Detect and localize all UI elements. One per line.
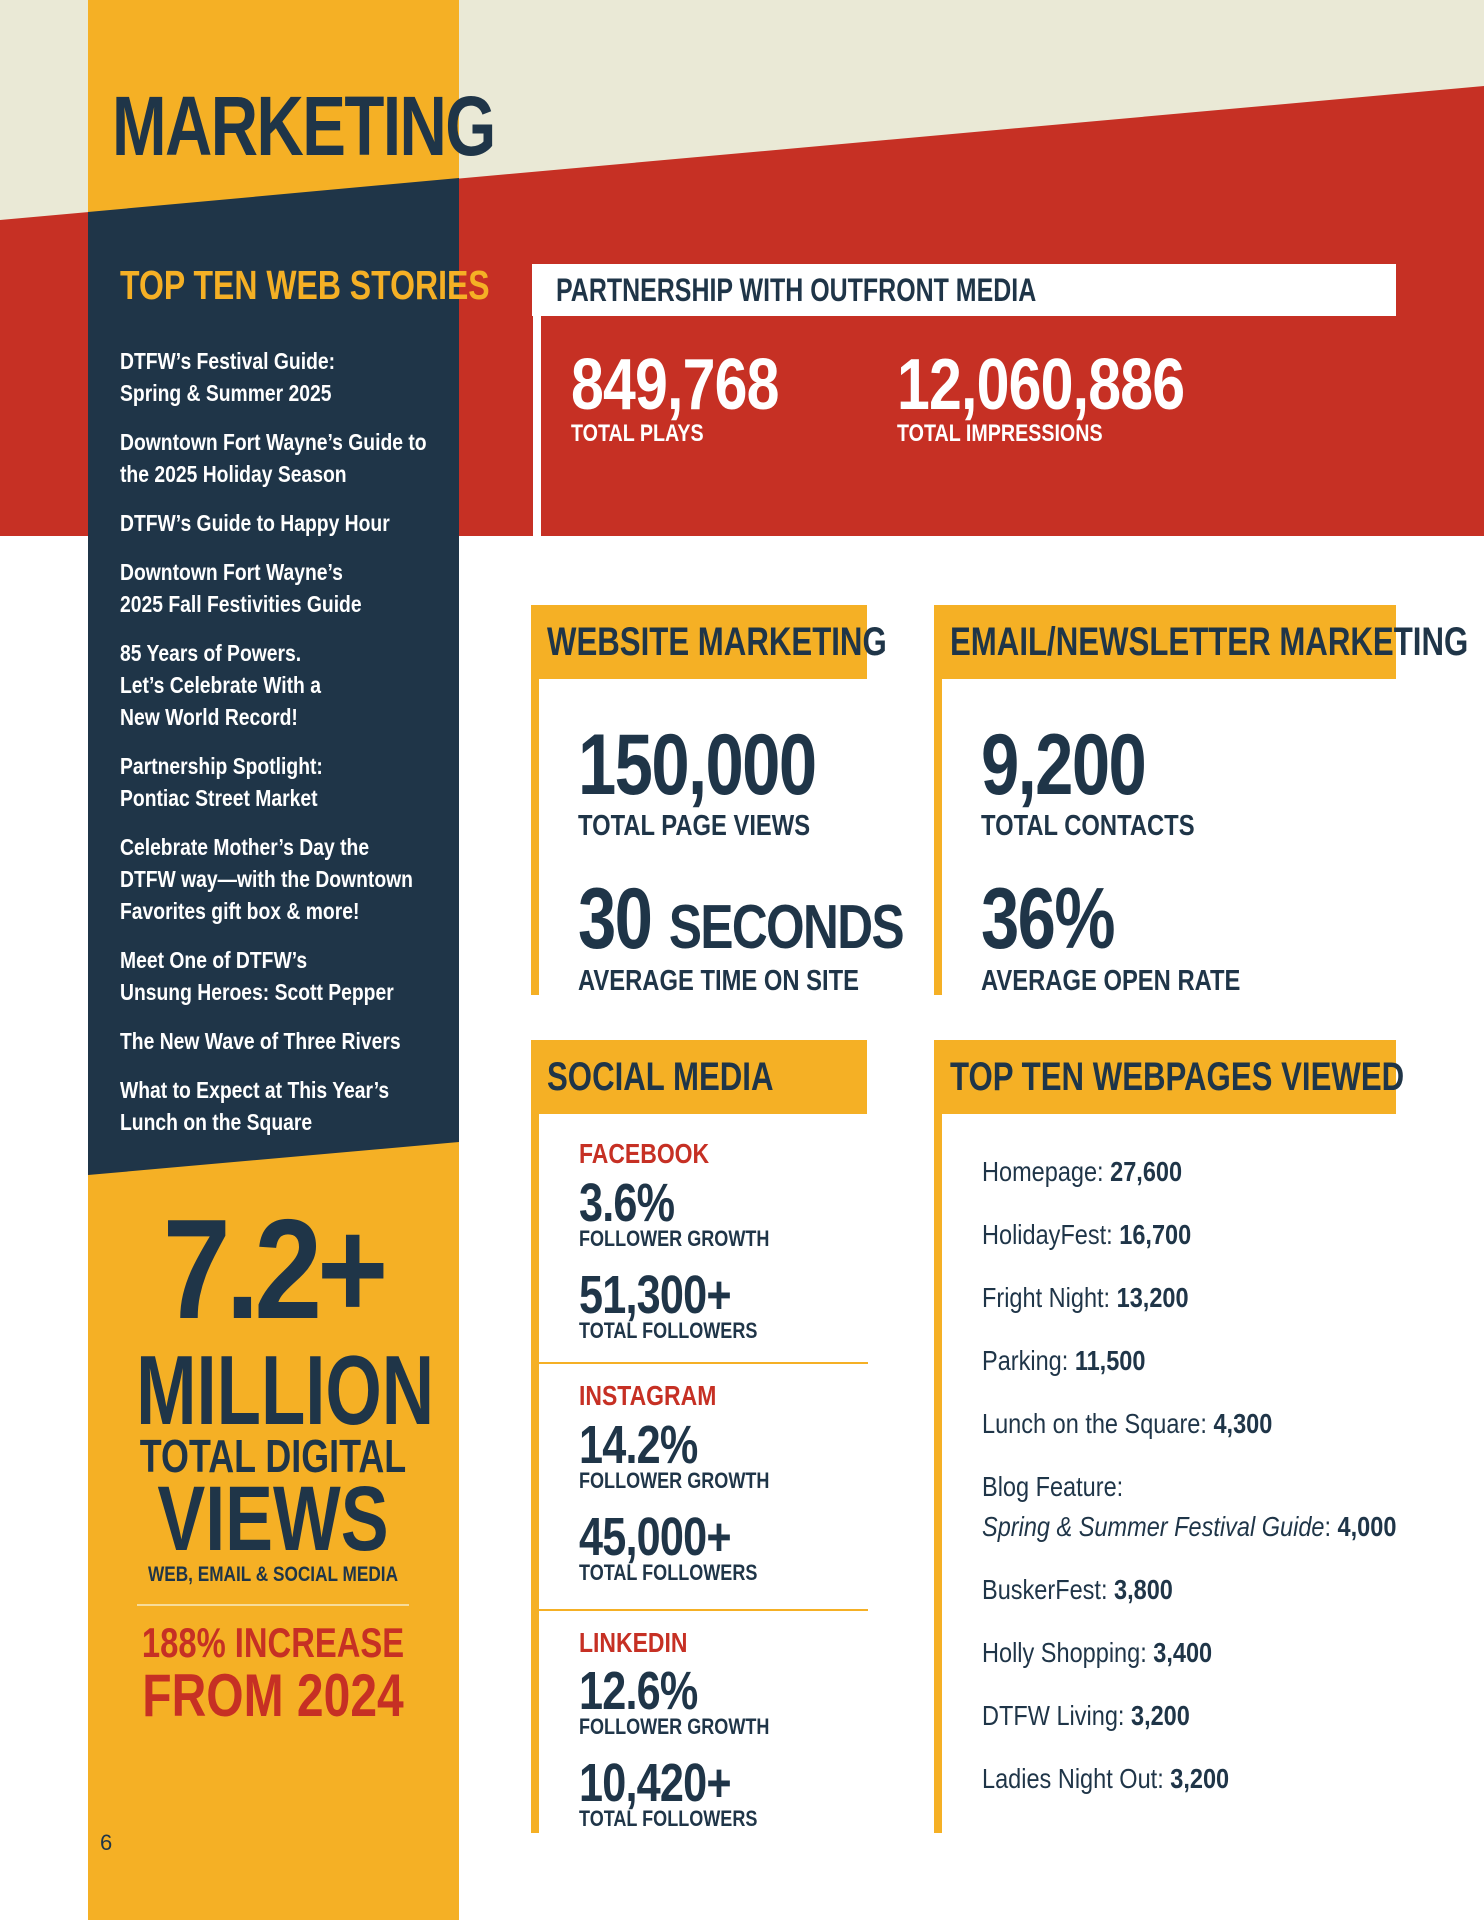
time-on-site-value: 30 SECONDS [578, 871, 903, 967]
website-marketing-title: WEBSITE MARKETING [547, 620, 887, 664]
total-views-total-digital: TOTAL DIGITAL [139, 1430, 407, 1482]
increase-percent: 188% INCREASE [141, 1619, 405, 1666]
instagram-name: INSTAGRAM [579, 1380, 717, 1411]
facebook-followers-label: TOTAL FOLLOWERS [579, 1318, 758, 1343]
instagram-followers: 45,000+ [579, 1507, 731, 1567]
page-number: 6 [100, 1830, 113, 1855]
story-item[interactable]: Partnership Spotlight: Pontiac Street Market [120, 753, 323, 811]
callout-divider [137, 1604, 409, 1606]
story-item[interactable]: Celebrate Mother’s Day the DTFW way—with the Downtown Favorites gift box & more! [120, 834, 413, 924]
story-item[interactable]: 85 Years of Powers. Let’s Celebrate With a New World Record! [120, 640, 321, 730]
time-on-site-label: AVERAGE TIME ON SITE [578, 965, 859, 997]
facebook-growth: 3.6% [579, 1173, 675, 1233]
webpage-item[interactable]: HolidayFest: 16,700 [982, 1219, 1192, 1250]
story-item[interactable]: What to Expect at This Year’s Lunch on the Square [120, 1077, 390, 1135]
linkedin-followers: 10,420+ [579, 1753, 731, 1813]
webpage-item[interactable]: DTFW Living: 3,200 [982, 1700, 1190, 1731]
linkedin-name: LINKEDIN [579, 1627, 688, 1658]
webpage-item[interactable]: BuskerFest: 3,800 [982, 1574, 1173, 1605]
contacts-label: TOTAL CONTACTS [981, 810, 1195, 842]
linkedin-growth-label: FOLLOWER GROWTH [579, 1714, 770, 1739]
top-webpages-list [982, 1152, 1422, 1822]
social-divider [538, 1609, 868, 1611]
facebook-followers: 51,300+ [579, 1265, 731, 1325]
webpage-item[interactable]: Holly Shopping: 3,400 [982, 1637, 1213, 1668]
story-item[interactable]: Downtown Fort Wayne’s 2025 Fall Festivities Guide [120, 559, 362, 617]
webpage-item[interactable]: Homepage: 27,600 [982, 1156, 1183, 1187]
social-media-bar [531, 1040, 539, 1833]
email-marketing-bar [934, 605, 942, 995]
top-webpages-bar [934, 1040, 942, 1833]
total-views-views: VIEWS [157, 1468, 389, 1570]
total-views-subtitle: WEB, EMAIL & SOCIAL MEDIA [147, 1563, 399, 1586]
story-item[interactable]: DTFW’s Festival Guide: Spring & Summer 2025 [120, 348, 336, 406]
contacts-value: 9,200 [981, 717, 1146, 813]
story-item[interactable]: Downtown Fort Wayne’s Guide to the 2025 Holiday Season [120, 429, 427, 487]
open-rate-value: 36% [981, 871, 1114, 967]
page-views-value: 150,000 [578, 717, 816, 813]
page-views-label: TOTAL PAGE VIEWS [578, 810, 811, 842]
total-plays-label: TOTAL PLAYS [571, 420, 704, 447]
social-media-title: SOCIAL MEDIA [547, 1055, 774, 1099]
story-item[interactable]: DTFW’s Guide to Happy Hour [120, 510, 390, 536]
linkedin-followers-label: TOTAL FOLLOWERS [579, 1806, 758, 1831]
total-views-million: MILLION [136, 1335, 435, 1445]
story-item[interactable]: The New Wave of Three Rivers [120, 1028, 401, 1054]
social-divider [538, 1362, 868, 1364]
increase-from-year: FROM 2024 [142, 1662, 404, 1729]
story-item[interactable]: Meet One of DTFW’s Unsung Heroes: Scott Pepper [120, 947, 394, 1005]
linkedin-growth: 12.6% [579, 1661, 698, 1721]
top-stories-list [120, 345, 520, 1155]
partnership-title: PARTNERSHIP WITH OUTFRONT MEDIA [556, 272, 1037, 308]
total-plays-value: 849,768 [571, 345, 779, 425]
top-webpages-title: TOP TEN WEBPAGES VIEWED [950, 1055, 1405, 1099]
facebook-name: FACEBOOK [579, 1138, 710, 1169]
instagram-followers-label: TOTAL FOLLOWERS [579, 1560, 758, 1585]
website-marketing-bar [531, 605, 539, 995]
webpage-item[interactable]: Blog Feature: Spring & Summer Festival Guide: 4,000 [982, 1471, 1397, 1542]
open-rate-label: AVERAGE OPEN RATE [981, 965, 1241, 997]
top-stories-heading: TOP TEN WEB STORIES [120, 262, 490, 308]
webpage-item[interactable]: Ladies Night Out: 3,200 [982, 1763, 1230, 1794]
page-title: MARKETING [112, 79, 495, 173]
webpage-item[interactable]: Fright Night: 13,200 [982, 1282, 1189, 1313]
total-impressions-label: TOTAL IMPRESSIONS [897, 420, 1103, 447]
instagram-growth: 14.2% [579, 1415, 698, 1475]
facebook-growth-label: FOLLOWER GROWTH [579, 1226, 770, 1251]
total-impressions-value: 12,060,886 [897, 345, 1185, 425]
webpage-item[interactable]: Lunch on the Square: 4,300 [982, 1408, 1273, 1439]
total-digital-views-callout [88, 1190, 458, 1729]
instagram-growth-label: FOLLOWER GROWTH [579, 1468, 770, 1493]
email-marketing-title: EMAIL/NEWSLETTER MARKETING [950, 620, 1469, 664]
total-views-number: 7.2+ [162, 1190, 384, 1349]
webpage-item[interactable]: Parking: 11,500 [982, 1345, 1146, 1376]
